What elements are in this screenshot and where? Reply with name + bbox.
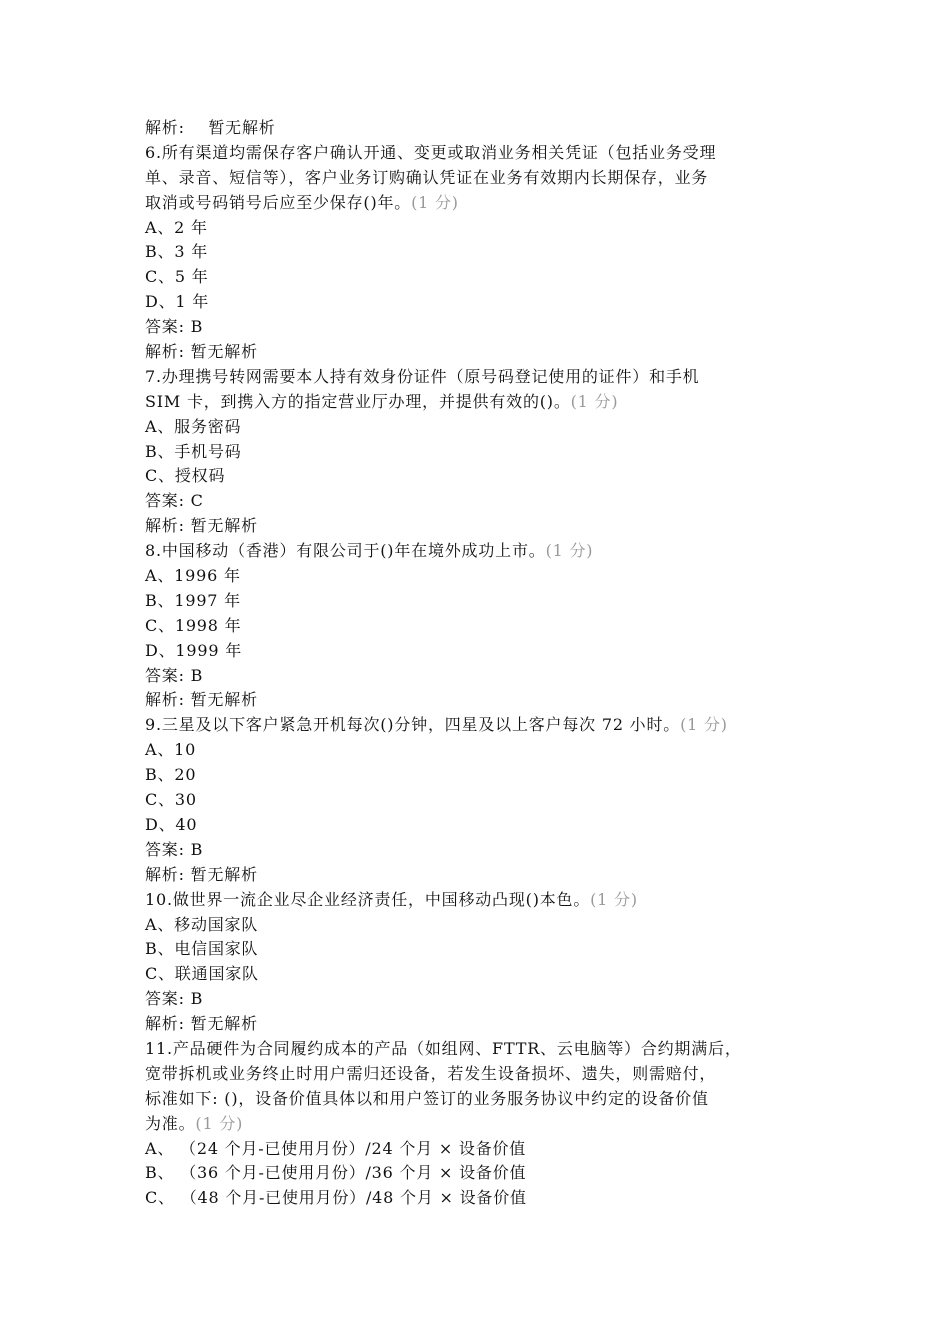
option: A、2 年 bbox=[145, 217, 208, 237]
analysis-line: 解析: 暂无解析 bbox=[145, 342, 258, 362]
option: A、 （24 个月-已使用月份）/24 个月 × 设备价值 bbox=[145, 1138, 527, 1158]
option: C、1998 年 bbox=[145, 615, 242, 635]
question-6-line-3: 取消或号码销号后应至少保存()年。(1 分) bbox=[145, 192, 459, 212]
option: C、授权码 bbox=[145, 466, 226, 486]
analysis-line: 解析: 暂无解析 bbox=[145, 118, 276, 137]
question-8-line-1: 8.中国移动（香港）有限公司于()年在境外成功上市。(1 分) bbox=[145, 541, 594, 561]
question-11-line-2: 宽带拆机或业务终止时用户需归还设备，若发生设备损坏、遗失，则需赔付， bbox=[145, 1063, 717, 1083]
analysis-line: 解析: 暂无解析 bbox=[145, 1014, 258, 1034]
answer-line: 答案: B bbox=[145, 989, 204, 1009]
analysis-line: 解析: 暂无解析 bbox=[145, 864, 258, 884]
option: D、1999 年 bbox=[145, 640, 243, 660]
analysis-line: 解析: 暂无解析 bbox=[145, 690, 258, 710]
option: B、 （36 个月-已使用月份）/36 个月 × 设备价值 bbox=[145, 1163, 527, 1183]
question-7-line-2: SIM 卡，到携入方的指定营业厅办理，并提供有效的()。(1 分) bbox=[145, 391, 619, 411]
score-label: (1 分) bbox=[195, 1113, 244, 1133]
question-9-line-1: 9.三星及以下客户紧急开机每次()分钟，四星及以上客户每次 72 小时。(1 分) bbox=[145, 715, 728, 735]
option: A、10 bbox=[145, 740, 197, 760]
option: C、30 bbox=[145, 790, 197, 810]
question-10-line-1: 10.做世界一流企业尽企业经济责任，中国移动凸现()本色。(1 分) bbox=[145, 889, 638, 909]
option: B、电信国家队 bbox=[145, 939, 259, 959]
document-body bbox=[145, 116, 825, 1211]
option: B、3 年 bbox=[145, 242, 209, 262]
option: C、5 年 bbox=[145, 267, 209, 287]
score-label: (1 分) bbox=[680, 715, 728, 735]
option: D、40 bbox=[145, 814, 198, 834]
answer-line: 答案: B bbox=[145, 317, 204, 337]
option: A、1996 年 bbox=[145, 566, 241, 586]
question-11-line-3: 标准如下: ()，设备价值具体以和用户签订的业务服务协议中约定的设备价值 bbox=[145, 1088, 709, 1108]
option: A、服务密码 bbox=[145, 416, 242, 436]
answer-line: 答案: B bbox=[145, 839, 204, 859]
question-7-line-1: 7.办理携号转网需要本人持有效身份证件（原号码登记使用的证件）和手机 bbox=[145, 366, 700, 386]
question-11-line-4: 为准。(1 分) bbox=[145, 1113, 244, 1133]
option: C、联通国家队 bbox=[145, 964, 259, 984]
option: D、1 年 bbox=[145, 292, 210, 312]
option: B、1997 年 bbox=[145, 590, 241, 610]
score-label: (1 分) bbox=[570, 391, 619, 411]
score-label: (1 分) bbox=[590, 889, 638, 909]
option: B、20 bbox=[145, 765, 197, 785]
option: A、移动国家队 bbox=[145, 914, 259, 934]
score-label: (1 分) bbox=[545, 541, 594, 561]
answer-line: 答案: C bbox=[145, 491, 204, 511]
score-label: (1 分) bbox=[411, 192, 459, 212]
question-6-line-2: 单、录音、短信等），客户业务订购确认凭证在业务有效期内长期保存，业务 bbox=[145, 167, 709, 187]
question-6-line-1: 6.所有渠道均需保存客户确认开通、变更或取消业务相关凭证（包括业务受理 bbox=[145, 142, 717, 162]
question-11-line-1: 11.产品硬件为合同履约成本的产品（如组网、FTTR、云电脑等）合约期满后， bbox=[145, 1038, 742, 1058]
answer-line: 答案: B bbox=[145, 665, 204, 685]
option: B、手机号码 bbox=[145, 441, 242, 461]
option: C、 （48 个月-已使用月份）/48 个月 × 设备价值 bbox=[145, 1188, 527, 1208]
analysis-line: 解析: 暂无解析 bbox=[145, 516, 258, 536]
